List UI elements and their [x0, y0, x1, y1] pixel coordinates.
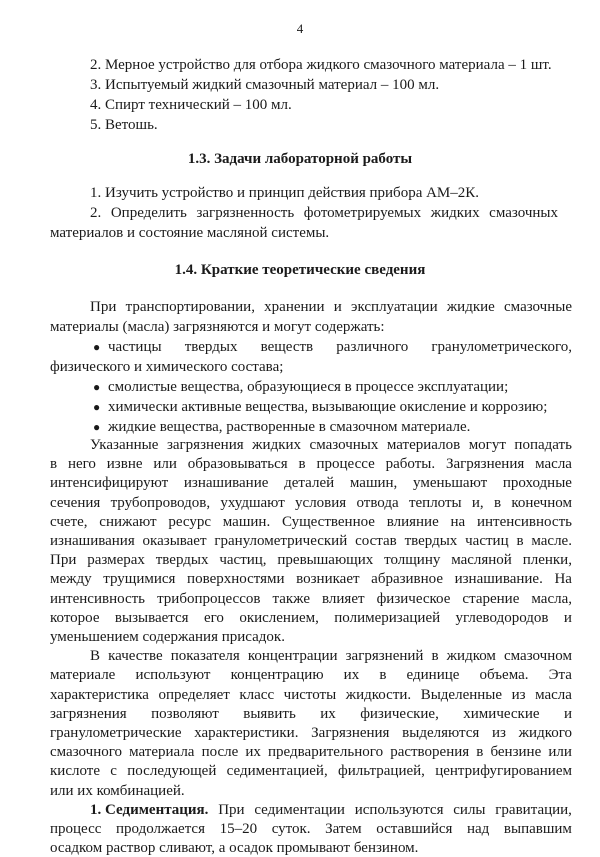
paragraph-2-line-6	[50, 743, 572, 761]
word: загрязненность	[196, 205, 295, 221]
word: трущимися	[103, 571, 176, 588]
word: фильтрацией,	[338, 763, 425, 780]
word: загрязнений	[345, 648, 424, 665]
word: силы	[453, 801, 486, 818]
word: его	[203, 609, 224, 626]
word: интенсивность	[50, 590, 146, 607]
word: чистоты	[283, 686, 337, 703]
word: показателя	[170, 648, 240, 665]
word: В	[90, 648, 101, 665]
word: в	[476, 744, 484, 761]
word: характеристика	[50, 686, 149, 703]
bullet-icon: ●	[93, 340, 101, 354]
word: физическое	[376, 590, 451, 607]
bullet-item-1	[108, 338, 572, 356]
paragraph-2-line-7	[50, 762, 572, 780]
word: уменьшают	[413, 475, 488, 492]
word: выпавшим	[503, 821, 572, 837]
word: При	[90, 299, 117, 315]
equipment-item-4: 4. Спирт технический – 100 мл.	[90, 97, 292, 113]
paragraph-2-line-1	[90, 647, 572, 665]
task-item-2-continued: материалов и состояние масляной системы.	[50, 225, 330, 241]
word: и,	[471, 494, 484, 511]
word: материалов	[386, 437, 461, 453]
bullet-item-1-continued: физического и химического состава;	[50, 359, 284, 375]
paragraph-2-line-2	[50, 666, 572, 684]
word: позволяют	[151, 705, 219, 722]
word: 2.	[90, 205, 102, 221]
paragraph-1-line-2	[50, 455, 572, 473]
word: смазочном	[504, 648, 572, 665]
word: окислением,	[239, 609, 319, 626]
word: него	[67, 456, 96, 473]
word: в	[493, 494, 502, 511]
word: машин,	[349, 475, 398, 492]
word: центрифугированием	[435, 763, 572, 780]
section-heading-theory: 1.4. Краткие теоретические сведения	[174, 262, 426, 278]
word: состав	[355, 533, 397, 549]
word: в	[431, 648, 439, 665]
word: смазочные	[504, 299, 572, 315]
word: последующей	[127, 763, 217, 780]
word: изнашивания	[50, 533, 135, 549]
word: Загрязнения	[311, 725, 390, 741]
word: твердых	[404, 533, 458, 549]
word: влияние	[386, 513, 439, 530]
word: на	[450, 513, 466, 530]
word: класс	[239, 686, 275, 703]
paragraph-1-line-9	[50, 590, 572, 608]
word: жидкости.	[345, 686, 412, 703]
word: гранулометрические	[50, 725, 182, 741]
word: седиментации	[254, 801, 345, 818]
word: интенсивность	[476, 513, 572, 530]
word: Эта	[548, 667, 572, 684]
word: физические,	[360, 705, 439, 722]
word: различного	[336, 339, 409, 355]
paragraph-2-line-3	[50, 686, 572, 704]
paragraph-1-line-10	[50, 609, 572, 627]
word: теплоты	[408, 494, 462, 511]
paragraph-1-line-6	[50, 532, 572, 550]
word: используются	[354, 801, 444, 818]
word: жидкого	[518, 725, 572, 741]
word: растворения	[390, 744, 470, 761]
word: их	[245, 744, 261, 761]
word: материале	[50, 667, 116, 684]
word: толщину	[384, 552, 441, 569]
word: после	[201, 744, 239, 761]
bullet-item-3: химически активные вещества, вызывающие окисление и коррозию;	[108, 399, 548, 415]
word: концентрацию	[230, 667, 324, 684]
paragraph-2-line-4	[50, 705, 572, 723]
word: При	[50, 552, 77, 569]
word: кислоте	[50, 763, 100, 780]
word: жидком	[446, 648, 496, 665]
word: Существенное	[281, 513, 375, 530]
word: Определить	[110, 205, 187, 221]
word: веществ	[260, 339, 314, 355]
word: качестве	[108, 648, 163, 665]
word: вызывается	[114, 609, 189, 626]
word: 15–20	[219, 821, 258, 837]
theory-intro-line-2: материалы (масла) загрязняются и могут содержать:	[50, 319, 385, 335]
word: попадать	[514, 437, 572, 453]
word: масляной	[451, 552, 512, 569]
word: конечном	[511, 494, 572, 511]
word: твердых	[155, 552, 209, 569]
word: эксплуатации	[351, 299, 438, 315]
word: машин.	[222, 513, 271, 530]
bullet-icon: ●	[93, 420, 101, 434]
word: выделяются	[402, 725, 480, 741]
word: фотометрируемых	[303, 205, 422, 221]
word: над	[467, 821, 490, 837]
word: транспортировании,	[125, 299, 255, 315]
paragraph-2-line-5	[50, 724, 572, 742]
word: деталей	[284, 475, 335, 492]
word: изнашивание.	[454, 571, 543, 588]
word: их	[343, 667, 360, 684]
word: Затем	[325, 821, 362, 837]
word: смазочного	[50, 744, 123, 761]
word: сечения	[50, 494, 101, 511]
word: снижают	[99, 513, 157, 530]
word: поверхностями	[187, 571, 285, 588]
word: Загрязнения	[445, 456, 525, 473]
bullet-item-2: смолистые вещества, образующиеся в процессе эксплуатации;	[108, 379, 509, 395]
word: трубопроводов,	[110, 494, 211, 511]
word: образовываться	[187, 456, 288, 473]
word: отвода	[356, 494, 399, 511]
word: ухудшают	[220, 494, 285, 511]
paragraph-3-line-1	[90, 801, 572, 819]
word: ресурс	[168, 513, 212, 530]
bullet-icon: ●	[93, 400, 101, 414]
word: масла,	[531, 590, 572, 607]
word: условия	[295, 494, 347, 511]
word: пленки,	[522, 552, 572, 569]
word: частиц,	[219, 552, 267, 569]
paragraph-3-line-2	[50, 820, 572, 838]
word: жидких	[252, 437, 302, 453]
word: старение	[462, 590, 520, 607]
word: извне	[106, 456, 143, 473]
word: между	[50, 571, 92, 588]
word: гравитации,	[495, 801, 572, 818]
word: жидкие	[446, 299, 495, 315]
word: их	[320, 705, 336, 722]
word: оказывает	[142, 533, 207, 549]
word: используют	[135, 667, 211, 684]
word: При	[218, 801, 245, 818]
word: твердых	[184, 339, 238, 355]
word: влияет	[322, 590, 365, 607]
task-item-2	[90, 204, 558, 222]
word: процессе	[316, 456, 375, 473]
word: в	[516, 533, 524, 549]
word: единице	[406, 667, 460, 684]
paragraph-1-line-5	[50, 513, 572, 531]
task-item-1: 1. Изучить устройство и принцип действия прибора АМ–2К.	[90, 185, 480, 201]
paragraph-2-line-8: или их комбинацией.	[50, 782, 185, 799]
word: могут	[468, 437, 506, 453]
word: абразивное	[371, 571, 444, 588]
word: загрязнения	[50, 705, 127, 722]
word: возникает	[296, 571, 360, 588]
word: На	[554, 571, 572, 588]
equipment-item-3: 3. Испытуемый жидкий смазочный материал – 100 мл.	[90, 77, 440, 93]
word: проходные	[502, 475, 572, 492]
word: в	[50, 456, 58, 473]
word: гранулометрического,	[431, 339, 572, 355]
sedimentation-title: 1. Седиментация.	[90, 801, 209, 818]
word: с	[110, 763, 117, 780]
word: жидких	[430, 205, 480, 221]
word: или	[548, 744, 572, 761]
word: хранении	[264, 299, 325, 315]
word: предварительного	[268, 744, 384, 761]
word: оставшийся	[376, 821, 453, 837]
word: гранулометрический	[214, 533, 348, 549]
paragraph-1-line-4	[50, 494, 572, 512]
equipment-item-2: 2. Мерное устройство для отбора жидкого смазочного материала – 1 шт.	[90, 57, 552, 73]
word: и	[563, 609, 572, 626]
word: счете,	[50, 513, 88, 530]
word: бензине	[490, 744, 542, 761]
word: превышающих	[277, 552, 374, 569]
word: процесс	[50, 821, 102, 837]
paragraph-1-line-7	[50, 551, 572, 569]
word: масла	[535, 456, 572, 473]
word: материала	[129, 744, 195, 761]
paragraph-1-line-3	[50, 474, 572, 492]
paragraph-1-line-8	[50, 570, 572, 588]
word: седиментацией,	[226, 763, 328, 780]
word: интенсифицируют	[50, 475, 169, 492]
paragraph-1-line-11: уменьшением содержания присадок.	[50, 629, 285, 645]
word: концентрации	[247, 648, 338, 665]
word: трибопроцессов	[157, 590, 261, 607]
bullet-icon: ●	[93, 380, 101, 394]
word: частицы	[108, 339, 162, 355]
paragraph-1-line-1	[90, 436, 572, 454]
word: Выделенные	[420, 686, 503, 703]
word: углеводородов	[455, 609, 549, 626]
word: из	[511, 686, 526, 703]
word: характеристики.	[194, 725, 299, 741]
word: работы.	[385, 456, 436, 473]
word: и	[333, 299, 342, 315]
word: химические	[463, 705, 540, 722]
word: масле.	[531, 533, 572, 549]
word: смазочных	[309, 437, 379, 453]
word: также	[272, 590, 310, 607]
word: продолжается	[116, 821, 205, 837]
word: масла	[535, 686, 572, 703]
word: выявить	[243, 705, 296, 722]
word: и	[563, 705, 572, 722]
word: суток.	[271, 821, 311, 837]
word: объема.	[479, 667, 529, 684]
bullet-item-4: жидкие вещества, растворенные в смазочном материале.	[108, 419, 471, 435]
equipment-item-5: 5. Ветошь.	[90, 117, 158, 133]
section-heading-tasks: 1.3. Задачи лабораторной работы	[187, 151, 413, 167]
word: размерах	[87, 552, 145, 569]
word: в	[298, 456, 306, 473]
word: которое	[50, 609, 100, 626]
word: смазочных	[489, 205, 558, 221]
page-number: 4	[296, 21, 304, 36]
word: из	[492, 725, 506, 741]
word: полимеризацией	[334, 609, 441, 626]
paragraph-3-line-3: осадком раствор сливают, а осадок промывают бензином.	[50, 840, 419, 857]
word: изнашивание	[183, 475, 269, 492]
word: определяет	[158, 686, 230, 703]
word: в	[379, 667, 387, 684]
word: или	[153, 456, 177, 473]
word: Указанные	[90, 437, 159, 453]
theory-intro-line-1	[90, 298, 572, 316]
word: частиц	[465, 533, 509, 549]
word: загрязнения	[166, 437, 244, 453]
